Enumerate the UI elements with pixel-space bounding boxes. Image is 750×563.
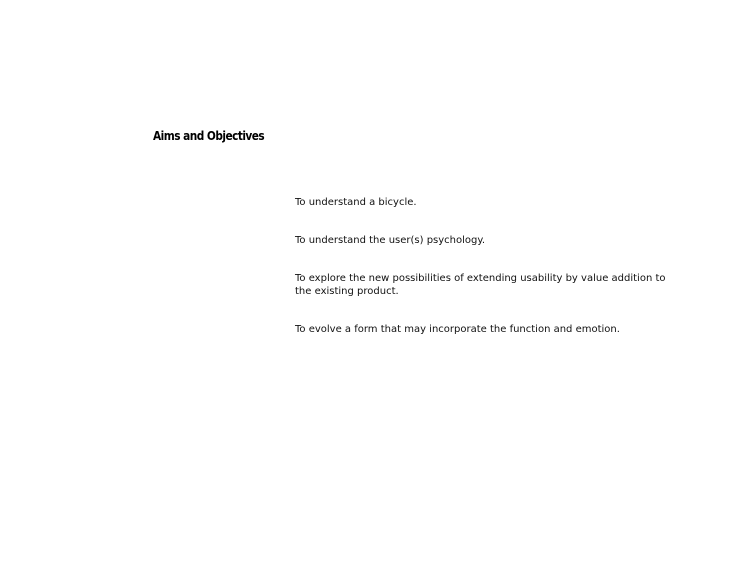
objective-item: To evolve a form that may incorporate the function and emotion.: [295, 324, 620, 335]
objectives-list: [295, 196, 685, 336]
objective-item: To explore the new possibilities of extending usability by value addition to the existing product.: [295, 273, 666, 297]
objective-item: To understand the user(s) psychology.: [295, 235, 486, 246]
objective-item: To understand a bicycle.: [295, 197, 417, 208]
page-heading: Aims and Objectives: [153, 129, 265, 143]
